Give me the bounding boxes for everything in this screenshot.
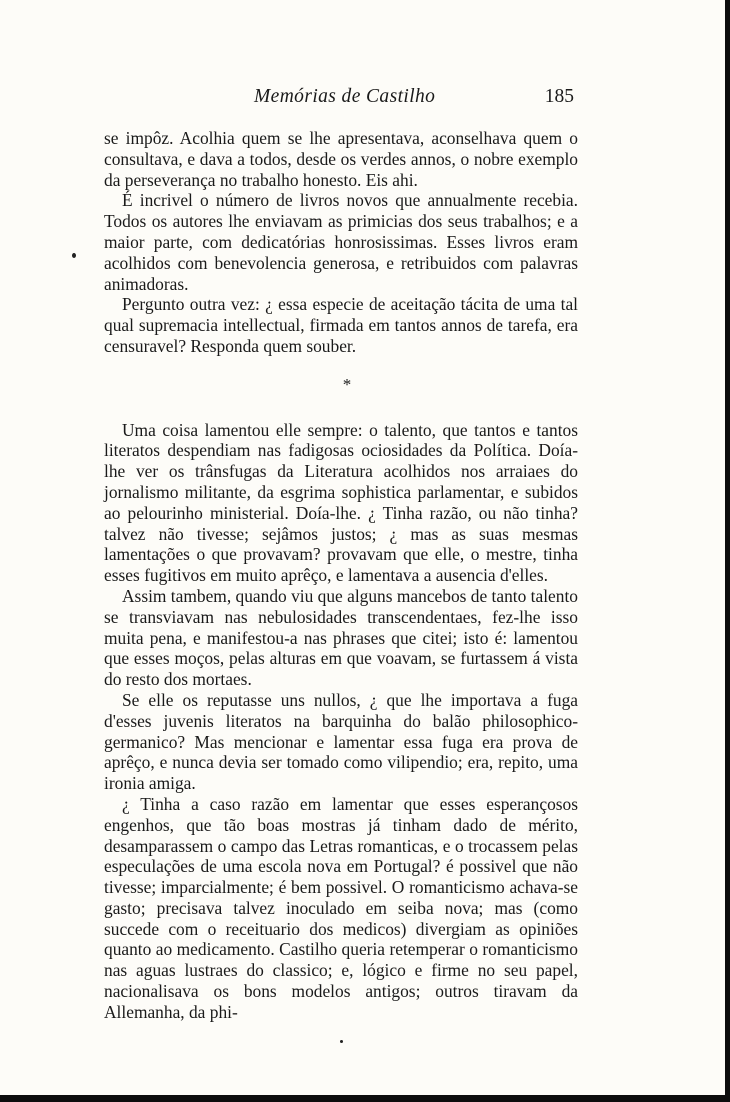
paragraph: ¿ Tinha a caso razão em lamentar que esses esperançosos engenhos, que tão boas mostras já tinham dado de mérito, desamparassem o campo das Letras romanticas, e o trocassem pelas especulações de uma escola nova em Portugal? é possivel que não tivesse; imparcialmente; é bem possivel. O romanticismo achava-se gasto; precisava talvez inoculado em seiba nova; mas (como succede com o receituario dos medicos) divergiam as opiniões quanto ao medicamento. Castilho queria retemperar o romanticismo nas aguas lustraes do classico; e, lógico e firme no seu papel, nacionalisava os bons modelos antigos; outros tiravam da Allemanha, da phi- <box>104 793 578 1022</box>
page-edge-shadow-bottom <box>0 1095 730 1102</box>
running-title: Memórias de Castilho <box>254 86 436 107</box>
running-head <box>104 86 574 116</box>
paragraph: Assim tambem, quando viu que alguns mancebos de tanto talento se transviavam nas nebulosidades transcendentaes, fez-lhe isso muita pena, e manifestou-a nas phrases que citei; isto é: lamentou que esses moços, pelas alturas em que voavam, se furtassem á vista do resto dos mortaes. <box>104 585 578 690</box>
paragraph: É incrivel o número de livros novos que annualmente recebia. Todos os autores lhe enviavam as primicias dos seus trabalhos; e a maior parte, com dedicatórias honrosissimas. Esses livros eram acolhidos com benevolencia generosa, e retribuidos com palavras animadoras. <box>104 190 578 294</box>
ink-speck <box>72 253 76 258</box>
paragraph: Pergunto outra vez: ¿ essa especie de aceitação tácita de uma tal qual supremacia intellectual, firmada em tantos annos de tarefa, era censuravel? Responda quem souber. <box>104 294 578 356</box>
page-number: 185 <box>544 86 574 107</box>
body-text <box>104 128 578 1023</box>
page-edge-shadow-right <box>725 0 730 1102</box>
ink-speck <box>340 1040 343 1043</box>
section-separator-asterisk: * <box>342 374 352 394</box>
paragraph: Uma coisa lamentou elle sempre: o talento, que tantos e tantos literatos despendiam nas fadigosas ociosidades da Política. Doía-lhe ver os trânsfugas da Literatura acolhidos nos arraiaes do jornalismo militante, da esgrima sophistica parlamentar, e subidos ao pelourinho ministerial. Doía-lhe. ¿ Tinha razão, ou não tinha? talvez não tivesse; sejâmos justos; ¿ mas as suas mesmas lamentações o que provavam? provavam que elle, o mestre, tinha esses fugitivos em muito aprêço, e lamentava a ausencia d'elles. <box>104 419 578 586</box>
paragraph-continued: se impôz. Acolhia quem se lhe apresentava, aconselhava quem o consultava, e dava a todos, desde os verdes annos, o nobre exemplo da perseverança no trabalho honesto. Eis ahi. <box>104 128 578 190</box>
paragraph: Se elle os reputasse uns nullos, ¿ que lhe importava a fuga d'esses juvenis literatos na barquinha do balão philosophico-germanico? Mas mencionar e lamentar essa fuga era prova de aprêço, e nunca devia ser tomado como vilipendio; era, repito, uma ironia amiga. <box>104 689 578 794</box>
